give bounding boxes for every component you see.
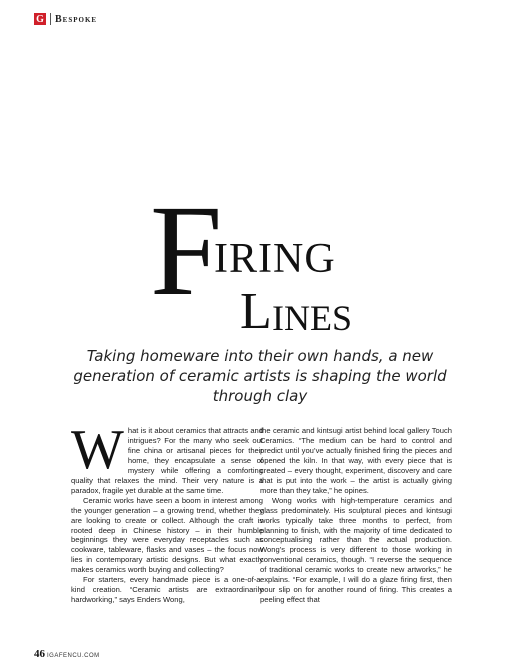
article-deck: Taking homeware into their own hands, a new generation of ceramic artists is shaping the world through clay <box>73 347 447 405</box>
paragraph: the ceramic and kintsugi artist behind local gallery Touch Ceramics. “The medium can be hard to control and predict until you’ve actually finished firing the pieces and opened the kiln. In that way, with every piece that is created – every thought, experiment, discovery and care that is put into the work – the artist is actually giving more than they take,” he opines. <box>260 426 452 495</box>
page-footer <box>34 648 100 660</box>
paragraph: Wong works with high-temperature ceramics and glass predominately. His sculptural pieces and kintsugi works typically take three months to perfect, from planning to finish, with the majority of time dedicated to conceptualising rather than the actual production. Wong’s process is very different to those working in conventional ceramics, though. “I reverse the sequence of traditional ceramic works to create new artworks,” he explains. “For example, I will do a glaze firing first, then pour slip on for another round of firing. This creates a peeling effect that <box>260 495 452 605</box>
paragraph <box>71 419 263 496</box>
drop-cap: W <box>71 419 124 481</box>
paragraph: For starters, every handmade piece is a one-of-a-kind creation. “Ceramic artists are extraordinarily hardworking,” says Enders Wong, <box>71 575 263 605</box>
logo-letter: G <box>36 13 44 25</box>
section-label: Bespoke <box>55 13 98 25</box>
title-initial-l: L <box>240 283 272 340</box>
page-header <box>34 11 97 27</box>
body-column-left <box>71 419 263 605</box>
title-word-iring: IRING <box>214 236 336 282</box>
magazine-logo <box>34 13 46 25</box>
title-word-ines: INES <box>272 298 352 338</box>
body-column-right <box>260 426 452 605</box>
title-initial-f: F <box>150 179 223 323</box>
header-divider <box>50 13 51 25</box>
paragraph: Ceramic works have seen a boom in interest among the younger generation – a growing trend, whether they are looking to create or collect. Although the craft is rooted deep in Chinese history – in their humble beginnings they were everyday receptacles such as cookware, tableware, flasks and vases – the focus now lies in contemporary artistic designs. But what exactly makes ceramics worth buying and collecting? <box>71 495 263 575</box>
page-number: 46 <box>34 648 45 660</box>
paragraph-text: hat is it about ceramics that attracts and intrigues? For the many who seek out fine china or artisanal pieces for their home, they encapsulate a sense of mystery while offering a comforting quality that relaxes the mind. Their very nature is a paradox, fragile yet durable at the same time. <box>71 426 263 495</box>
site-url: IGAFENCU.COM <box>47 653 100 659</box>
